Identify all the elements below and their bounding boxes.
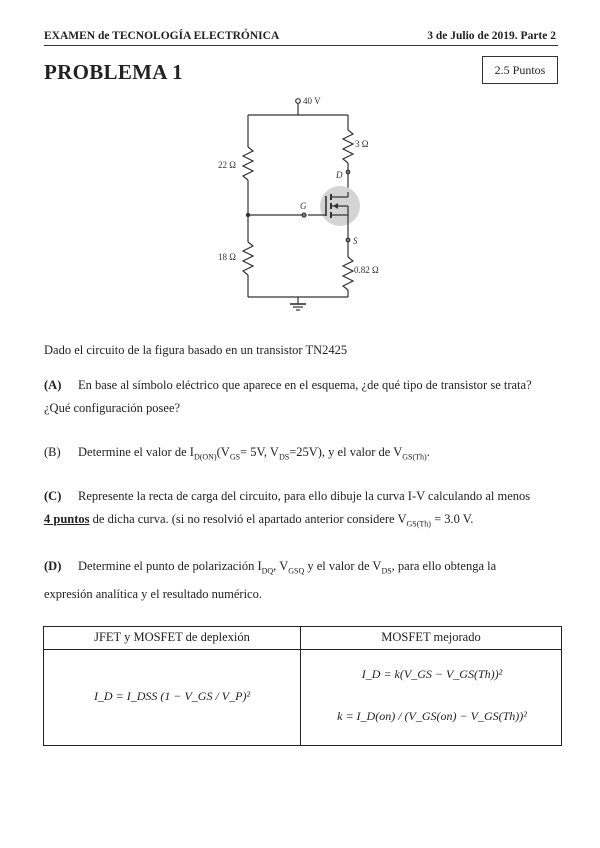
- question-b-gsth-sub: GS(Th): [402, 452, 427, 462]
- equation-mosfet-id: I_D = k(V_GS − V_GS(Th))²: [361, 667, 503, 681]
- question-b-cond3: =25V), y el valor de V: [289, 445, 403, 459]
- question-d-idq-sub: DQ: [261, 566, 274, 576]
- question-d-mid2: y el valor de V: [307, 559, 382, 573]
- question-c-label: (C): [44, 489, 62, 503]
- label-g: G: [300, 201, 307, 211]
- points-box: 2.5 Puntos: [482, 56, 558, 84]
- question-a: [44, 374, 560, 420]
- question-c-bold: 4 puntos: [44, 512, 90, 526]
- question-b-id-sub: D(ON): [193, 452, 217, 462]
- table-header-mosfet: MOSFET mejorado: [381, 630, 481, 644]
- r-drain-label: 3 Ω: [355, 139, 369, 149]
- question-b-cond: (V: [216, 445, 230, 459]
- question-d-label: (D): [44, 559, 62, 573]
- exam-title: EXAMEN de TECNOLOGÍA ELECTRÓNICA: [44, 30, 280, 42]
- supply-label: 40 V: [303, 96, 321, 106]
- formula-table: [43, 626, 562, 746]
- label-d: D: [336, 170, 343, 180]
- question-a-line1: En base al símbolo eléctrico que aparece en el esquema, ¿de qué tipo de transistor se trata?: [78, 378, 532, 392]
- question-d-end: , para ello obtenga la: [391, 559, 497, 573]
- question-d-vds-sub: DS: [381, 566, 392, 576]
- question-d-line2: expresión analítica y el resultado numérico.: [44, 586, 262, 601]
- r-top-left-label: 22 Ω: [218, 160, 236, 170]
- r-source-label: 0.82 Ω: [354, 265, 379, 275]
- question-b-id: I: [189, 445, 194, 459]
- question-c: [44, 485, 560, 536]
- label-s: S: [353, 236, 358, 246]
- header-divider: [44, 45, 558, 46]
- question-c-line2: de dicha curva. (si no resolvió el apartado anterior considere V: [92, 512, 407, 526]
- question-b-pre: Determine el valor de: [78, 445, 187, 459]
- question-c-line2-end: = 3.0 V.: [434, 512, 474, 526]
- question-b: [44, 441, 560, 469]
- equation-mosfet-k: k = I_D(on) / (V_GS(on) − V_GS(Th))²: [337, 709, 527, 723]
- question-d-pre: Determine el punto de polarización I: [78, 559, 262, 573]
- question-a-label: (A): [44, 378, 62, 392]
- exam-date: 3 de Julio de 2019. Parte 2: [427, 30, 556, 42]
- question-b-cond2: = 5V, V: [240, 445, 279, 459]
- question-c-sub: GS(Th): [406, 519, 431, 529]
- question-b-gs-sub: GS: [229, 452, 241, 462]
- question-b-ds-sub: DS: [278, 452, 290, 462]
- question-d-mid: , V: [273, 559, 289, 573]
- supply-terminal: [296, 99, 301, 104]
- r-bottom-left-label: 18 Ω: [218, 252, 236, 262]
- resistor-3: [343, 130, 353, 163]
- resistor-18: [243, 242, 253, 275]
- question-b-label: (B): [44, 445, 61, 459]
- question-d-vgsq-sub: GSQ: [288, 566, 305, 576]
- resistor-22: [243, 147, 253, 180]
- circuit-diagram: [200, 92, 400, 317]
- table-header-jfet: JFET y MOSFET de deplexión: [94, 630, 250, 644]
- problem-title: PROBLEMA 1: [44, 60, 183, 84]
- question-a-line2: ¿Qué configuración posee?: [44, 401, 181, 415]
- table-header-divider: [44, 649, 561, 650]
- question-c-line1: Represente la recta de carga del circuito, para ello dibuje la curva I-V calculando al menos: [78, 489, 531, 503]
- question-d: [44, 555, 560, 606]
- equation-jfet: I_D = I_DSS (1 − V_GS / V_P)²: [93, 689, 251, 703]
- question-b-end: .: [426, 445, 430, 459]
- intro-text: Dado el circuito de la figura basado en un transistor TN2425: [44, 343, 348, 357]
- resistor-082: [343, 257, 353, 290]
